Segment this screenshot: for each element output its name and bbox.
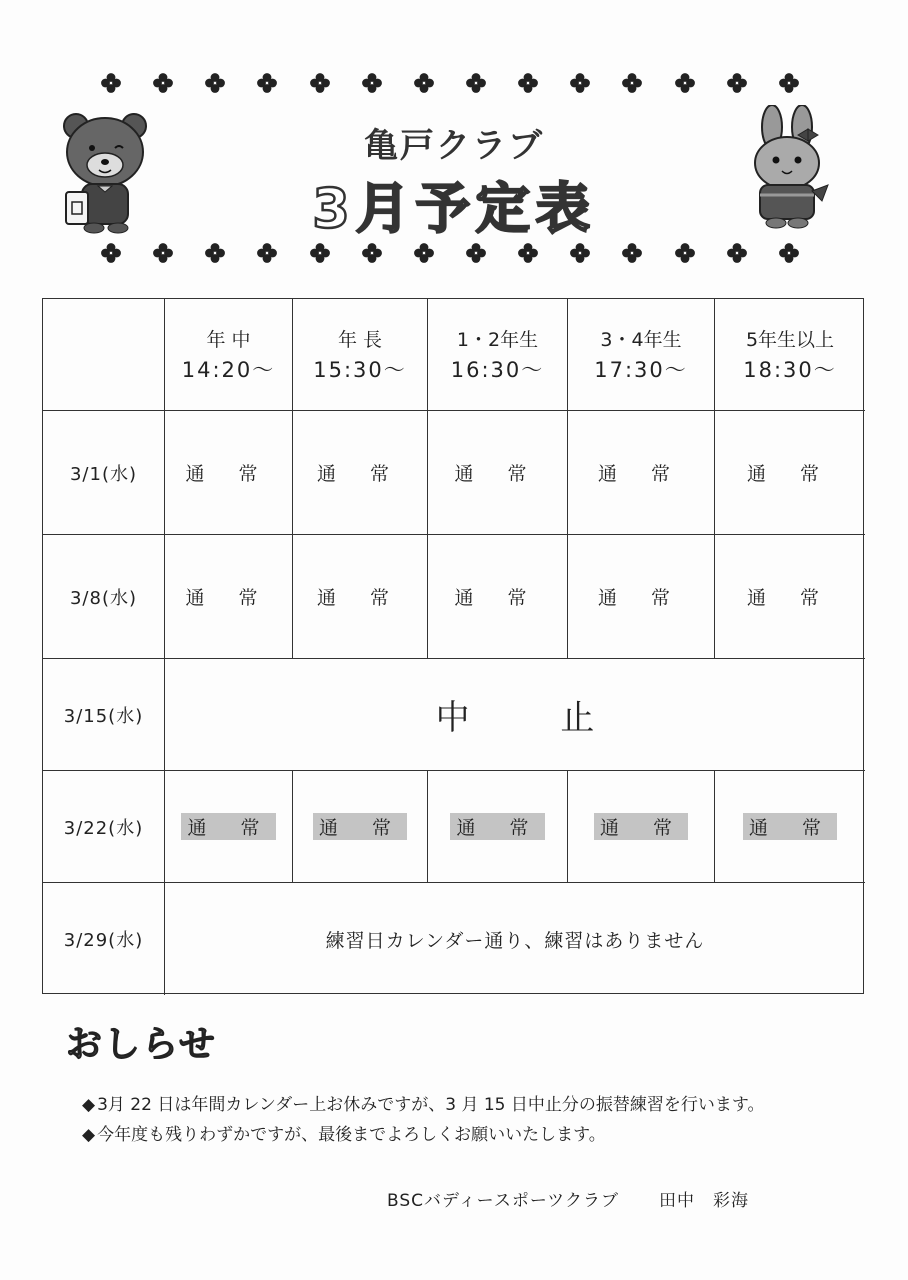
clover-icon <box>621 72 643 94</box>
clover-icon <box>152 72 174 94</box>
clover-icon <box>309 72 331 94</box>
clover-icon <box>621 242 643 264</box>
clover-icon <box>778 242 800 264</box>
clover-icon <box>413 72 435 94</box>
schedule-cell: 通 常 <box>715 411 865 535</box>
schedule-cell: 通 常 <box>293 411 428 535</box>
notice-list <box>82 1090 862 1150</box>
clover-icon <box>726 72 748 94</box>
header-cell <box>428 299 568 411</box>
notice-item <box>82 1120 862 1150</box>
date-cell: 3/15(水) <box>43 659 165 771</box>
clover-icon <box>517 242 539 264</box>
club-name-title: 亀戸クラブ <box>364 126 544 166</box>
clover-icon <box>204 242 226 264</box>
clover-icon <box>674 72 696 94</box>
clover-icon <box>361 72 383 94</box>
date-cell: 3/22(水) <box>43 771 165 883</box>
clover-icon <box>778 72 800 94</box>
coach-name: 田中 彩海 <box>658 1191 749 1211</box>
start-time: 16:30～ <box>450 357 545 382</box>
clover-icon <box>256 242 278 264</box>
clover-icon <box>309 242 331 264</box>
highlighted-text: 通 常 <box>743 813 837 840</box>
start-time: 14:20～ <box>181 357 276 382</box>
schedule-cell: 通 常 <box>428 535 568 659</box>
header-cell <box>715 299 865 411</box>
no-practice-notice-cell: 練習日カレンダー通り、練習はありません <box>325 929 705 952</box>
schedule-cell: 通 常 <box>568 411 715 535</box>
clover-icon <box>100 72 122 94</box>
schedule-cell <box>293 771 428 883</box>
clover-border-top <box>100 72 800 94</box>
date-cell: 3/1(水) <box>43 411 165 535</box>
schedule-cell: 通 常 <box>165 535 293 659</box>
clover-icon <box>465 242 487 264</box>
start-time: 17:30～ <box>594 357 688 382</box>
notice-text: 3月 22 日は年間カレンダー上お休みですが、3 月 15 日中止分の振替練習を行います。 <box>97 1095 765 1115</box>
start-time: 15:30～ <box>313 357 407 382</box>
highlighted-text: 通 常 <box>594 813 688 840</box>
grade-label: 年 中 <box>206 328 251 351</box>
grade-label: 年 長 <box>337 328 383 351</box>
schedule-cell <box>165 771 293 883</box>
schedule-cell <box>428 771 568 883</box>
schedule-cell: 通 常 <box>165 411 293 535</box>
notice-heading: おしらせ <box>66 1024 217 1065</box>
signature-footer <box>387 1186 749 1211</box>
grade-label: 1・2年生 <box>456 328 539 351</box>
clover-icon <box>569 72 591 94</box>
diamond-bullet-icon: ◆ <box>82 1095 96 1115</box>
clover-icon <box>361 242 383 264</box>
page-title: 3月予定表 <box>312 177 596 240</box>
clover-icon <box>465 72 487 94</box>
date-cell: 3/29(水) <box>43 883 165 995</box>
schedule-cell: 通 常 <box>715 535 865 659</box>
clover-icon <box>569 242 591 264</box>
clover-icon <box>204 72 226 94</box>
clover-icon <box>256 72 278 94</box>
highlighted-text: 通 常 <box>313 813 407 840</box>
date-cell: 3/8(水) <box>43 535 165 659</box>
grade-label: 5年生以上 <box>745 328 835 351</box>
clover-icon <box>726 242 748 264</box>
schedule-table <box>42 298 864 994</box>
highlighted-text: 通 常 <box>450 813 544 840</box>
cancelled-notice-cell: 中 止 <box>165 659 865 771</box>
diamond-bullet-icon: ◆ <box>82 1125 96 1145</box>
notice-text: 今年度も残りわずかですが、最後までよろしくお願いいたします。 <box>97 1125 606 1145</box>
clover-icon <box>517 72 539 94</box>
header-corner-cell <box>43 299 165 411</box>
header-cell <box>293 299 428 411</box>
header-cell <box>568 299 715 411</box>
schedule-cell <box>568 771 715 883</box>
clover-icon <box>413 242 435 264</box>
clover-icon <box>100 242 122 264</box>
schedule-cell <box>715 771 865 883</box>
clover-icon <box>674 242 696 264</box>
notice-item <box>82 1090 862 1120</box>
schedule-cell: 通 常 <box>428 411 568 535</box>
clover-border-bottom <box>100 242 800 264</box>
clover-icon <box>152 242 174 264</box>
schedule-cell: 通 常 <box>568 535 715 659</box>
schedule-cell: 通 常 <box>293 535 428 659</box>
grade-label: 3・4年生 <box>600 328 682 351</box>
highlighted-text: 通 常 <box>181 813 275 840</box>
club-name: BSCバディースポーツクラブ <box>387 1191 619 1211</box>
start-time: 18:30～ <box>743 357 837 382</box>
header-cell <box>165 299 293 411</box>
